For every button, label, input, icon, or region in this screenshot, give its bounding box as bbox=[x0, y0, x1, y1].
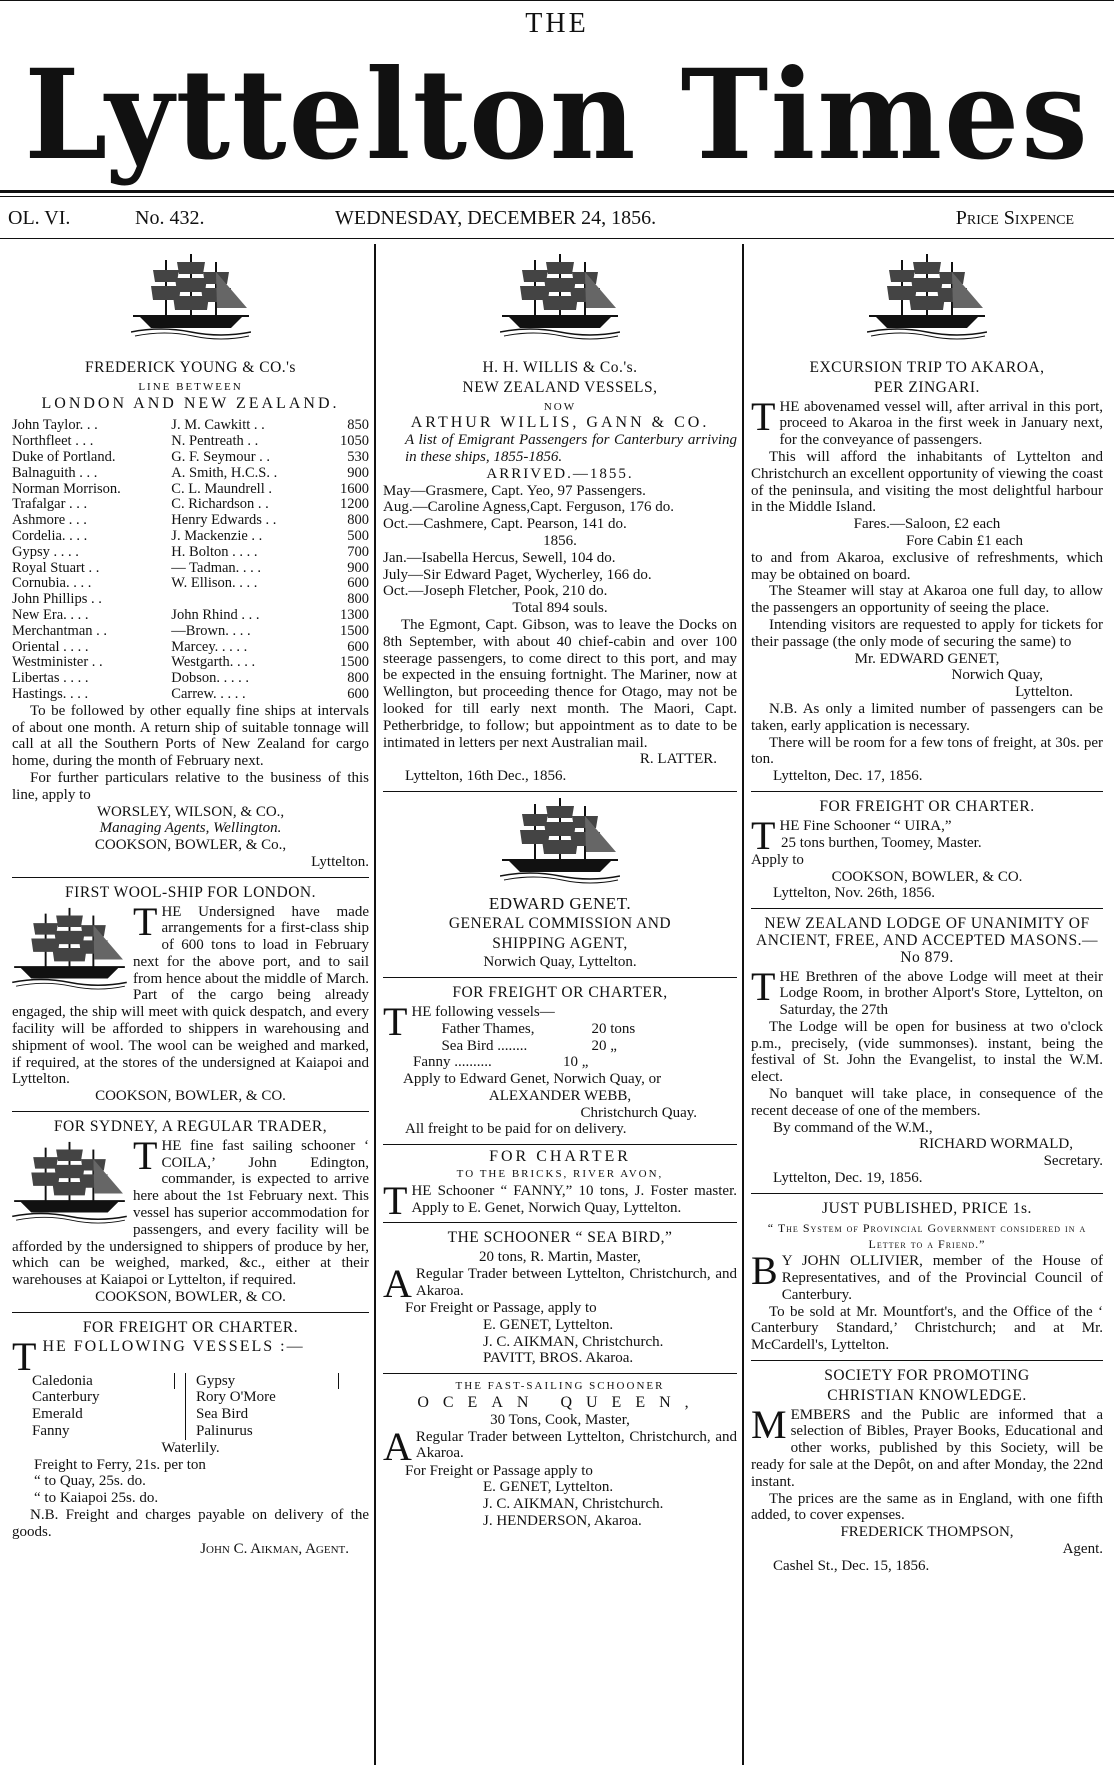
list-item: Palinurus bbox=[196, 1423, 253, 1440]
agent-address: Norwich Quay, bbox=[951, 667, 1043, 684]
ad-ocean-queen bbox=[383, 1374, 737, 1536]
table-row bbox=[12, 687, 369, 703]
ad-subtitle: “ The System of Provincial Government considered in a Letter to a Friend.” bbox=[767, 1220, 1087, 1252]
cell-ship: Trafalgar . . . bbox=[12, 496, 88, 513]
cell-ship: Northfleet . . . bbox=[12, 433, 94, 450]
dropcap: T bbox=[751, 812, 776, 858]
ad-section-head: 1856. bbox=[543, 532, 577, 549]
column-rule-2 bbox=[742, 244, 744, 1765]
issue-bar bbox=[0, 205, 1114, 235]
arrival-line: July—Sir Edward Paget, Wycherley, 166 do. bbox=[383, 566, 652, 583]
ad-date: Cashel St., Dec. 15, 1856. bbox=[773, 1557, 930, 1574]
arrival-line: Oct.—Cashmere, Capt. Pearson, 141 do. bbox=[383, 516, 627, 533]
cell-captain: J. Mackenzie . . bbox=[171, 527, 263, 544]
table-row bbox=[12, 561, 369, 577]
ad-date: Lyttelton, Nov. 26th, 1856. bbox=[773, 885, 935, 902]
ad-title: H. H. WILLIS & Co.'s. bbox=[482, 359, 638, 376]
ship-engraving-icon bbox=[867, 252, 987, 340]
agent-name: COOKSON, BOWLER, & Co., bbox=[94, 837, 287, 854]
table-row bbox=[12, 434, 369, 450]
cell-ship: Cornubia. . . . bbox=[12, 575, 92, 592]
table-row bbox=[12, 655, 369, 671]
ad-date: Lyttelton, Dec. 17, 1856. bbox=[773, 768, 923, 785]
cell-tons: 800 bbox=[347, 670, 369, 687]
issue-number: No. 432. bbox=[135, 207, 205, 229]
ad-frederick-young bbox=[12, 248, 369, 878]
ad-body: For Freight or Passage, apply to bbox=[405, 1300, 597, 1317]
list-item: Emerald bbox=[32, 1406, 83, 1423]
ad-willis-vessels bbox=[383, 248, 737, 792]
ad-edward-genet bbox=[383, 792, 737, 978]
ad-title: SOCIETY FOR PROMOTING bbox=[824, 1367, 1030, 1385]
ad-body: EMBERS and the Public are informed that a selection of Bibles, Prayer Books, Educational and other works, published by this Society, will be ready for sale at the Depôt, on and after Monday, the 22nd instant. bbox=[751, 1406, 1103, 1490]
cell-captain: J. M. Cawkitt . . bbox=[171, 417, 265, 434]
masthead-rule bbox=[0, 190, 1114, 193]
freight-rate: “ to Kaiapoi 25s. do. bbox=[34, 1490, 159, 1507]
ad-body: Y JOHN OLLIVIER, member of the House of Representatives, and of the Provincial Council of Canterbury. bbox=[781, 1253, 1103, 1303]
ad-signature-role: Secretary. bbox=[1043, 1153, 1103, 1170]
ad-intro: A list of Emigrant Passengers for Canterbury arriving in these ships, 1855-1856. bbox=[405, 432, 737, 465]
list-item: Rory O'More bbox=[196, 1389, 276, 1406]
cell-ship: Duke of Portland. bbox=[12, 448, 116, 465]
ad-title: FOR FREIGHT OR CHARTER. bbox=[819, 797, 1035, 815]
table-row bbox=[12, 608, 369, 624]
agent-name: Mr. EDWARD GENET, bbox=[854, 650, 1000, 667]
cell-captain: W. Ellison. . . . bbox=[171, 575, 258, 592]
agent-place: Christchurch Quay. bbox=[580, 1104, 697, 1121]
cell-captain: Carrew. . . . . bbox=[171, 685, 246, 702]
ad-body: Intending visitors are requested to apply for tickets for their passage (the only mode of securing the same) to bbox=[751, 616, 1103, 650]
ship-list-table bbox=[12, 418, 369, 702]
ad-title: FOR SYDNEY, A REGULAR TRADER, bbox=[53, 1118, 328, 1136]
dropcap: T bbox=[751, 393, 776, 439]
ad-body: N.B. Freight and charges payable on delivery of the goods. bbox=[12, 1507, 369, 1540]
ad-masonic-lodge bbox=[751, 909, 1103, 1194]
ship-engraving-icon bbox=[500, 796, 620, 884]
list-item: Caledonia bbox=[32, 1373, 175, 1390]
agent-name: PAVITT, BROS. Akaroa. bbox=[483, 1350, 634, 1367]
ad-signature: COOKSON, BOWLER, & CO. bbox=[831, 868, 1023, 885]
cell-tons: 1300 bbox=[340, 606, 369, 623]
ad-signature: COOKSON, BOWLER, & CO. bbox=[95, 1289, 286, 1306]
ad-body: The prices are the same as in England, with one fifth added, to cover expenses. bbox=[751, 1490, 1103, 1524]
ad-body: Regular Trader between Lyttelton, Christchurch, and Akaroa. bbox=[415, 1428, 737, 1462]
ad-body: By command of the W.M., bbox=[773, 1119, 933, 1136]
ad-just-published bbox=[751, 1194, 1103, 1361]
ad-title: FOR FREIGHT OR CHARTER. bbox=[82, 1318, 299, 1336]
cell-ship: Royal Stuart . . bbox=[12, 559, 100, 576]
ad-title: EDWARD GENET. bbox=[488, 893, 632, 913]
arrival-line: Oct.—Joseph Fletcher, Pook, 210 do. bbox=[383, 583, 608, 600]
ad-title: EXCURSION TRIP TO AKAROA, bbox=[809, 359, 1045, 376]
freight-rate: Freight to Ferry, 21s. per ton bbox=[34, 1456, 206, 1473]
cell-captain bbox=[171, 592, 326, 608]
cell-captain: C. L. Maundrell . bbox=[171, 480, 272, 497]
fare-line: Fares.—Saloon, £2 each bbox=[853, 516, 1001, 533]
ad-section-head: ARRIVED.—1855. bbox=[486, 465, 634, 482]
ad-body: To be followed by other equally fine ships at intervals of about one month. A return ship of suitable tonnage will call at all the Southern Ports of New Zealand for cargo home, during the month of February next. bbox=[12, 702, 369, 770]
ad-body: HE Brethren of the above Lodge will meet at their Lodge Room, in brother Alport's Store, Lyttelton, on Saturday, the 27th bbox=[779, 968, 1103, 1019]
cell-captain: G. F. Seymour . . bbox=[171, 448, 271, 465]
table-row bbox=[12, 592, 369, 608]
table-row bbox=[12, 482, 369, 498]
cell-ship: Balnaguith . . . bbox=[12, 464, 98, 481]
ad-title: OCEAN QUEEN, bbox=[417, 1394, 703, 1412]
table-row bbox=[12, 450, 369, 466]
cell-captain: Marcey. . . . . bbox=[171, 638, 248, 655]
ship-engraving-icon bbox=[12, 906, 127, 990]
cell-ship: Ashmore . . . bbox=[12, 512, 87, 529]
ad-sea-bird bbox=[383, 1223, 737, 1374]
cell-ship: Hastings. . . . bbox=[12, 685, 89, 702]
ad-title: JUST PUBLISHED, PRICE 1s. bbox=[822, 1199, 1032, 1217]
ad-body: Apply to Edward Genet, Norwich Quay, or bbox=[403, 1071, 662, 1088]
ad-subtitle: TO THE BRICKS, RIVER AVON, bbox=[456, 1168, 664, 1181]
cell-ship: Norman Morrison. bbox=[12, 480, 121, 497]
cell-tons: 600 bbox=[347, 685, 369, 702]
agent-place: Lyttelton. bbox=[311, 853, 369, 870]
issue-date: WEDNESDAY, DECEMBER 24, 1856. bbox=[335, 207, 657, 229]
ad-title: FOR CHARTER bbox=[489, 1148, 631, 1166]
table-row bbox=[12, 576, 369, 592]
cell-ship: Westminister . . bbox=[12, 654, 103, 671]
cell-tons: 1050 bbox=[340, 433, 369, 450]
dropcap: T bbox=[383, 1177, 408, 1223]
ad-signature: R. LATTER. bbox=[639, 751, 717, 768]
cell-tons: 900 bbox=[347, 559, 369, 576]
agent-name: J. HENDERSON, Akaroa. bbox=[483, 1513, 642, 1530]
ad-body: To be sold at Mr. Mountfort's, and the Office of the ‘ Canterbury Standard,’ Christchurch; and at Mr. McCardell's, Lyttelton. bbox=[751, 1303, 1103, 1354]
column-1 bbox=[12, 248, 369, 1765]
column-3 bbox=[751, 248, 1103, 1765]
issue-volume: OL. VI. bbox=[8, 207, 71, 229]
ad-aikman-freight bbox=[12, 1313, 369, 1564]
ad-body: The Lodge will be open for business at two o'clock p.m., precisely, (vide summonses). instant, being the festival of St. John the Evangelist, to instal the W.M. elect. bbox=[751, 1018, 1103, 1086]
ad-signature-role: Agent. bbox=[1062, 1541, 1103, 1557]
arrival-line: Aug.—Caroline Agness,Capt. Ferguson, 176 do. bbox=[383, 499, 674, 516]
ad-title: SHIPPING AGENT, bbox=[492, 934, 628, 952]
ship-engraving-icon bbox=[12, 1140, 127, 1224]
freight-rate: “ to Quay, 25s. do. bbox=[34, 1473, 146, 1490]
ad-master: 30 Tons, Cook, Master, bbox=[490, 1411, 630, 1428]
ad-subtitle: NOW bbox=[543, 400, 577, 413]
ad-title: FREDERICK YOUNG & CO.'s bbox=[85, 359, 296, 376]
ad-body: to and from Akaroa, exclusive of refreshments, which may be obtained on board. bbox=[751, 549, 1103, 583]
ad-signature: John C. Aikman, Agent. bbox=[200, 1540, 349, 1557]
ad-date: Lyttelton, 16th Dec., 1856. bbox=[405, 768, 567, 785]
ad-title: FIRST WOOL-SHIP FOR LONDON. bbox=[65, 883, 316, 901]
agent-name: E. GENET, Lyttelton. bbox=[483, 1316, 614, 1333]
ad-christian-knowledge bbox=[751, 1361, 1103, 1581]
list-item: Canterbury bbox=[32, 1389, 100, 1406]
masthead-title: Lyttelton Times bbox=[24, 41, 1090, 188]
cell-tons: 850 bbox=[347, 417, 369, 434]
vessel-list bbox=[12, 1373, 369, 1440]
ad-body: HE Schooner “ FANNY,” 10 tons, J. Foster master. Apply to E. Genet, Norwich Quay, Lyttelton. bbox=[411, 1182, 737, 1216]
ad-title: THE SCHOONER “ SEA BIRD,” bbox=[447, 1229, 673, 1247]
cell-captain: John Rhind . . . bbox=[171, 606, 260, 623]
ad-title: PER ZINGARI. bbox=[874, 378, 980, 396]
cell-captain: Westgarth. . . . bbox=[171, 654, 256, 671]
ad-akaroa-excursion bbox=[751, 248, 1103, 792]
column-rule-1 bbox=[374, 244, 376, 1765]
dropcap: T bbox=[751, 963, 776, 1009]
cell-tons: 900 bbox=[347, 464, 369, 481]
dropcap: T bbox=[133, 898, 158, 944]
ad-note: N.B. As only a limited number of passengers can be taken, early application is necessary. bbox=[751, 700, 1103, 734]
agent-role: Managing Agents, Wellington. bbox=[99, 820, 282, 837]
dropcap: A bbox=[383, 1423, 412, 1469]
cell-tons: 530 bbox=[347, 448, 369, 465]
cell-tons: 500 bbox=[347, 527, 369, 544]
ad-uira bbox=[751, 792, 1103, 909]
cell-captain: H. Bolton . . . . bbox=[171, 543, 258, 560]
ad-lead: HE FOLLOWING VESSELS :— bbox=[42, 1337, 305, 1355]
table-row bbox=[12, 624, 369, 640]
table-row bbox=[12, 529, 369, 545]
cell-tons: 1500 bbox=[340, 654, 369, 671]
cell-tons: 600 bbox=[347, 575, 369, 592]
ad-date: Lyttelton, Dec. 19, 1856. bbox=[773, 1170, 923, 1187]
ad-lead: HE following vessels— bbox=[411, 1003, 555, 1020]
cell-ship: New Era. . . . bbox=[12, 606, 89, 623]
cell-captain: Henry Edwards . . bbox=[171, 512, 277, 529]
dropcap: T bbox=[12, 1333, 39, 1379]
ad-title: NEW ZEALAND LODGE OF UNANIMITY OF ANCIENT, FREE, AND ACCEPTED MASONS.—No 879. bbox=[756, 915, 1098, 966]
dropcap: B bbox=[751, 1248, 778, 1294]
cell-tons: 1600 bbox=[340, 480, 369, 497]
ship-engraving-icon bbox=[131, 252, 251, 340]
ad-wool-ship bbox=[12, 878, 369, 1112]
cell-ship: Oriental . . . . bbox=[12, 638, 89, 655]
arrival-line: May—Grasmere, Capt. Yeo, 97 Passengers. bbox=[383, 482, 646, 499]
ad-body: Apply to bbox=[751, 851, 804, 868]
cell-tons: 600 bbox=[347, 638, 369, 655]
vessel-row: Father Thames, 20 tons bbox=[441, 1020, 636, 1037]
ship-engraving-icon bbox=[500, 252, 620, 340]
cell-ship: John Phillips . . bbox=[12, 591, 102, 608]
cell-captain: —Brown. . . . bbox=[171, 622, 251, 639]
ad-body: Regular Trader between Lyttelton, Christchurch, and Akaroa. bbox=[415, 1266, 737, 1299]
ad-body: The Steamer will stay at Akaroa one full day, to allow the passengers an opportunity of seeing the place. bbox=[751, 583, 1103, 617]
ad-title: CHRISTIAN KNOWLEDGE. bbox=[827, 1386, 1027, 1404]
ad-body: This will afford the inhabitants of Lyttelton and Christchurch an excellent opportunity of viewing the coast of the peninsula, and visiting the most delightful harbour in the Middle Island. bbox=[751, 448, 1103, 516]
ad-body: HE Fine Schooner “ UIRA,” bbox=[779, 817, 952, 834]
agent-address: Lyttelton. bbox=[1015, 684, 1073, 701]
masthead-the: THE bbox=[525, 8, 589, 39]
vessel-row: Fanny .......... 10 „ bbox=[413, 1054, 589, 1071]
cell-captain: C. Richardson . . bbox=[171, 496, 269, 513]
cell-ship: Cordelia. . . . bbox=[12, 527, 88, 544]
ad-note: All freight to be paid for on delivery. bbox=[405, 1121, 627, 1138]
column-2 bbox=[383, 248, 737, 1765]
arrival-line: Jan.—Isabella Hercus, Sewell, 104 do. bbox=[383, 549, 616, 566]
vessel-row: Sea Bird ........ 20 „ bbox=[441, 1037, 617, 1054]
ad-title: FOR FREIGHT OR CHARTER, bbox=[452, 984, 668, 1002]
dropcap: T bbox=[133, 1132, 158, 1178]
ad-signature: RICHARD WORMALD, bbox=[919, 1136, 1073, 1153]
ad-body: 25 tons burthen, Toomey, Master. bbox=[781, 834, 982, 851]
cell-tons: 700 bbox=[347, 543, 369, 560]
ad-sydney-trader bbox=[12, 1112, 369, 1313]
vessel-extra: Waterlily. bbox=[161, 1439, 220, 1456]
table-row bbox=[12, 671, 369, 687]
ad-body: The Egmont, Capt. Gibson, was to leave the Docks on 8th September, with about 40 chief-cabin and over 100 steerage passengers, to come direct to this port, and may be expected in the ensuing fortnight. The Mariner, now at Wellington, but proceeding thence for Otago, may not be looked for till early next month. The Maori, Capt. Petherbridge, to follow; but appointment as to date to be intimated in letters per next Australian mail. bbox=[383, 616, 737, 751]
ad-master: 20 tons, R. Martin, Master, bbox=[479, 1249, 641, 1266]
list-item: Sea Bird bbox=[196, 1406, 249, 1423]
ad-body: HE abovenamed vessel will, after arrival in this port, proceed to Akaroa in the first week in January next, for the conveyance of passengers. bbox=[779, 398, 1103, 449]
list-item: Fanny bbox=[32, 1423, 70, 1440]
cell-captain: A. Smith, H.C.S. . bbox=[171, 464, 278, 481]
agent-name: E. GENET, Lyttelton. bbox=[483, 1479, 614, 1496]
ad-title: NEW ZEALAND VESSELS, bbox=[462, 378, 658, 396]
cell-captain: Dobson. . . . . bbox=[171, 670, 250, 687]
cell-ship: Merchantman . . bbox=[12, 622, 108, 639]
fare-line: Fore Cabin £1 each bbox=[905, 532, 1023, 549]
table-row bbox=[12, 497, 369, 513]
agent-name: J. C. AIKMAN, Christchurch. bbox=[483, 1496, 664, 1513]
agent-name: J. C. AIKMAN, Christchurch. bbox=[483, 1333, 664, 1350]
cell-tons: 1500 bbox=[340, 622, 369, 639]
ad-title: ARTHUR WILLIS, GANN & CO. bbox=[410, 414, 710, 432]
ad-genet-freight bbox=[383, 978, 737, 1145]
cell-tons: 1200 bbox=[340, 496, 369, 513]
cell-captain: N. Pentreath . . bbox=[171, 433, 259, 450]
list-item: Gypsy bbox=[196, 1373, 339, 1390]
dropcap: T bbox=[383, 998, 408, 1044]
table-row bbox=[12, 418, 369, 434]
ad-subtitle: THE FAST-SAILING SCHOONER bbox=[455, 1380, 665, 1393]
ad-route: LONDON AND NEW ZEALAND. bbox=[41, 394, 340, 412]
arrival-total: Total 894 souls. bbox=[512, 600, 608, 617]
agent-name: ALEXANDER WEBB, bbox=[488, 1087, 632, 1104]
ad-fanny-charter bbox=[383, 1145, 737, 1223]
cell-ship: John Taylor. . . bbox=[12, 417, 98, 434]
ad-title: GENERAL COMMISSION AND bbox=[448, 914, 672, 932]
cell-ship: Libertas . . . . bbox=[12, 670, 89, 687]
ad-body: For Freight or Passage apply to bbox=[405, 1462, 593, 1479]
ad-body: HE fine fast sailing schooner ‘ COILA,’ John Edington, commander, is expected to arrive here about the 1st February next. This vessel has superior accommodation for passengers, and every facility will be afforded by the undersigned to shippers of produce by her, which can be weighed, marked, &c., either at their warehouses at Kaiapoi or Lyttelton, if required. bbox=[12, 1137, 369, 1289]
table-row bbox=[12, 513, 369, 529]
cell-tons: 800 bbox=[347, 512, 369, 529]
table-row bbox=[12, 545, 369, 561]
table-row bbox=[12, 466, 369, 482]
cell-tons: 800 bbox=[347, 591, 369, 608]
cell-ship: Gypsy . . . . bbox=[12, 543, 79, 560]
ad-signature: FREDERICK THOMPSON, bbox=[840, 1524, 1014, 1541]
ad-address: Norwich Quay, Lyttelton. bbox=[483, 954, 637, 971]
cell-captain: — Tadman. . . . bbox=[171, 559, 262, 576]
ad-signature: COOKSON, BOWLER, & CO. bbox=[95, 1088, 286, 1105]
ad-body: For further particulars relative to the business of this line, apply to bbox=[12, 769, 369, 803]
dropcap: M bbox=[751, 1401, 787, 1447]
agent-name: WORSLEY, WILSON, & CO., bbox=[96, 803, 285, 820]
ad-subtitle: LINE BETWEEN bbox=[138, 380, 243, 393]
ad-body: HE Undersigned have made arrangements for a first-class ship of 600 tons to load in February next for the above port, and to sail from hence about the middle of March. Part of the cargo being already engaged, the ship will meet with quick despatch, and every facility will be afforded to shippers in warehousing and shipment of wool. The wool can be weighed and marked, if required, at the stores of the undersigned at Kaiapoi and Lyttelton. bbox=[12, 903, 369, 1088]
dropcap: A bbox=[383, 1261, 412, 1307]
ad-note: There will be room for a few tons of freight, at 30s. per ton. bbox=[751, 734, 1103, 768]
ad-body: No banquet will take place, in consequence of the recent decease of one of the members. bbox=[751, 1086, 1103, 1119]
table-row bbox=[12, 640, 369, 656]
issue-price: Price Sixpence bbox=[955, 207, 1074, 229]
